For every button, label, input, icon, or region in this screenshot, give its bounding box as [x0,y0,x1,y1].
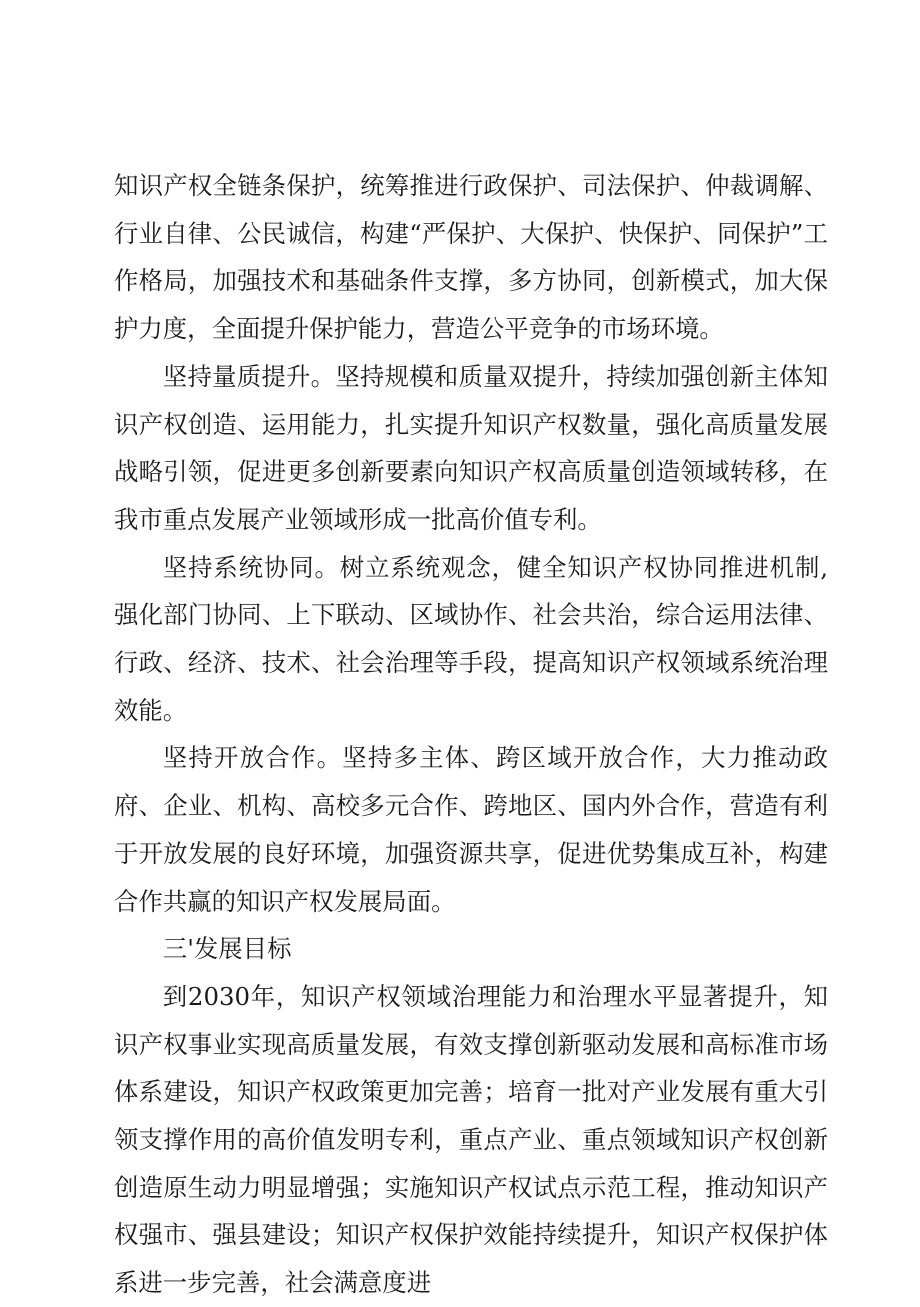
paragraph-open-cooperation: 坚持开放合作。坚持多主体、跨区域开放合作，大力推动政府、企业、机构、高校多元合作、跨地区、国内外合作，营造有利于开放发展的良好环境，加强资源共享，促进优势集成互补，构建合作共赢的知识产权发展局面。 [114,743,828,916]
paragraph-quantity-quality: 坚持量质提升。坚持规模和质量双提升，持续加强创新主体知识产权创造、运用能力，扎实提升知识产权数量，强化高质量发展战略引领，促进更多创新要素向知识产权高质量创造领域转移，在我市重点发展产业领域形成一批高价值专利。 [114,361,828,534]
paragraph-ip-full-chain-protection: 知识产权全链条保护，统筹推进行政保护、司法保护、仲裁调解、行业自律、公民诚信，构建“严保护、大保护、快保护、同保护”工作格局，加强技术和基础条件支撑，多方协同，创新模式，加大保护力度，全面提升保护能力，营造公平竞争的市场环境。 [114,171,828,344]
document-page [114,162,828,1307]
paragraph-goals-2030: 到2030年，知识产权领域治理能力和治理水平显著提升，知识产权事业实现高质量发展，有效支撑创新驱动发展和高标准市场体系建设，知识产权政策更加完善；培育一批对产业发展有重大引领支撑作用的高价值发明专利，重点产业、重点领域知识产权创新创造原生动力明显增强；实施知识产权试点示范工程，推动知识产权强市、强县建设；知识产权保护效能持续提升，知识产权保护体系进一步完善，社会满意度进 [114,981,828,1298]
paragraph-system-coordination: 坚持系统协同。树立系统观念，健全知识产权协同推进机制,强化部门协同、上下联动、区域协作、社会共治，综合运用法律、行政、经济、技术、社会治理等手段，提高知识产权领域系统治理效能。 [114,552,828,725]
section-heading-development-goals: 三'发展目标 [162,934,292,964]
